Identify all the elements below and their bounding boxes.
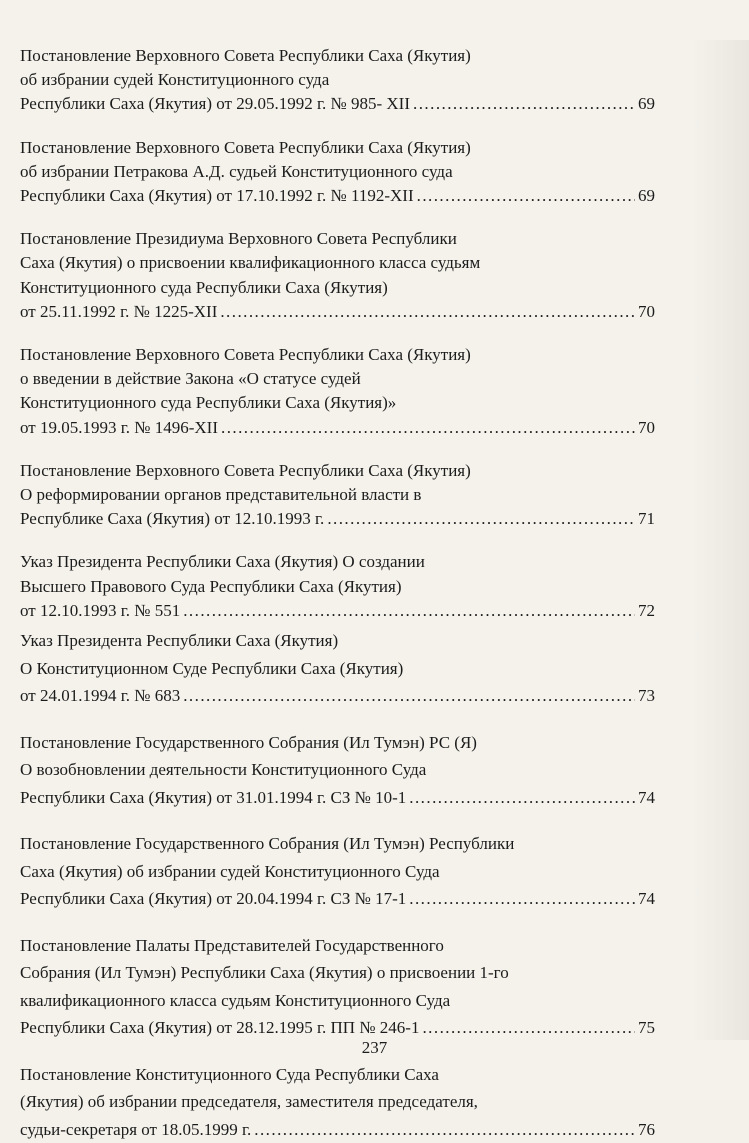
toc-line-last xyxy=(20,416,655,440)
toc-line: Конституционного суда Республики Саха (Якутия) xyxy=(20,277,388,297)
toc-line-text: Республике Саха (Якутия) от 12.10.1993 г. xyxy=(20,509,325,529)
toc-line: О Конституционном Суде Республики Саха (Якутия) xyxy=(20,658,404,678)
toc-line: Постановление Верховного Совета Республики Саха (Якутия) xyxy=(20,46,471,65)
toc-entry xyxy=(20,550,655,623)
toc-line: квалификационного класса судьям Конституционного Суда xyxy=(20,990,451,1010)
dot-leader xyxy=(254,1116,635,1143)
toc-page-ref: 71 xyxy=(638,509,655,529)
toc-line-text: от 12.10.1993 г. № 551 xyxy=(20,600,181,620)
dot-leader xyxy=(409,885,635,913)
toc-line: Постановление Конституционного Суда Республики Саха xyxy=(20,1064,439,1084)
toc-line-text: от 25.11.1992 г. № 1225-XII xyxy=(20,301,218,321)
dot-leader xyxy=(413,92,635,116)
toc-line-text: от 19.05.1993 г. № 1496-XII xyxy=(20,417,218,437)
toc-line: Постановление Верховного Совета Республики Саха (Якутия) xyxy=(20,345,471,365)
toc-entry xyxy=(20,729,655,812)
toc-page-ref: 76 xyxy=(638,1119,655,1139)
toc-line: Постановление Верховного Совета Республики Саха (Якутия) xyxy=(20,460,471,480)
toc-line: Постановление Президиума Верховного Совета Республики xyxy=(20,229,457,249)
toc-entry xyxy=(20,227,655,324)
toc-entry xyxy=(20,627,655,710)
toc-line: Указ Президента Республики Саха (Якутия) О создании xyxy=(20,552,425,572)
toc-line: о введении в действие Закона «О статусе судей xyxy=(20,369,361,389)
table-of-contents xyxy=(20,44,655,1143)
toc-line: Постановление Государственного Собрания (Ил Тумэн) РС (Я) xyxy=(20,732,477,752)
toc-entry xyxy=(20,44,655,117)
toc-line: (Якутия) об избрании председателя, заместителя председателя, xyxy=(20,1092,478,1112)
toc-line-text: от 24.01.1994 г. № 683 xyxy=(20,686,181,706)
toc-line-text: судьи-секретаря от 18.05.1999 г. xyxy=(20,1119,252,1139)
toc-page-ref: 69 xyxy=(638,186,655,206)
toc-line-last xyxy=(20,184,655,208)
toc-line: Саха (Якутия) об избрании судей Конституционного Суда xyxy=(20,861,440,881)
toc-line-last xyxy=(20,784,655,812)
toc-line-text: Республики Саха (Якутия) от 31.01.1994 г. СЗ № 10-1 xyxy=(20,787,407,807)
toc-line-text: Республики Саха (Якутия) от 28.12.1995 г. ПП № 246-1 xyxy=(20,1018,420,1038)
toc-entry xyxy=(20,459,655,532)
dot-leader xyxy=(417,184,635,208)
toc-line: Постановление Палаты Представителей Государственного xyxy=(20,935,444,955)
toc-page-ref: 70 xyxy=(638,301,655,321)
toc-line-text: Республики Саха (Якутия) от 17.10.1992 г. № 1192-XII xyxy=(20,186,414,206)
toc-line-last xyxy=(20,1116,655,1143)
toc-line: об избрании Петракова А.Д. судьей Конституционного суда xyxy=(20,161,453,181)
toc-page-ref: 69 xyxy=(638,94,655,114)
toc-line: Саха (Якутия) о присвоении квалификационного класса судьям xyxy=(20,253,481,273)
toc-line-text: Республики Саха (Якутия) от 29.05.1992 г. № 985- XII xyxy=(20,94,411,114)
toc-entry xyxy=(20,136,655,209)
toc-line-last xyxy=(20,599,655,623)
dot-leader xyxy=(409,784,635,812)
toc-line: об избрании судей Конституционного суда xyxy=(20,70,330,90)
toc-line-last xyxy=(20,507,655,531)
dot-leader xyxy=(327,507,635,531)
toc-line-last xyxy=(20,885,655,913)
toc-entry xyxy=(20,343,655,440)
toc-page-ref: 74 xyxy=(638,787,655,807)
toc-line: О реформировании органов представительной власти в xyxy=(20,485,422,505)
dot-leader xyxy=(220,300,635,324)
dot-leader xyxy=(221,416,635,440)
toc-line: Постановление Государственного Собрания (Ил Тумэн) Республики xyxy=(20,834,515,854)
toc-line: Указ Президента Республики Саха (Якутия) xyxy=(20,631,339,651)
toc-line-last xyxy=(20,92,655,116)
toc-line-text: Республики Саха (Якутия) от 20.04.1994 г. СЗ № 17-1 xyxy=(20,889,407,909)
toc-line: Постановление Верховного Совета Республики Саха (Якутия) xyxy=(20,137,471,157)
bleed-through-shadow xyxy=(691,40,749,1040)
toc-page-ref: 73 xyxy=(638,686,655,706)
dot-leader xyxy=(183,599,635,623)
toc-line-last xyxy=(20,682,655,710)
page-number: 237 xyxy=(361,1038,388,1057)
toc-entry xyxy=(20,1061,655,1143)
toc-page-ref: 70 xyxy=(638,417,655,437)
toc-line: Высшего Правового Суда Республики Саха (Якутия) xyxy=(20,576,402,596)
toc-page-ref: 72 xyxy=(638,600,655,620)
toc-line: Собрания (Ил Тумэн) Республики Саха (Якутия) о присвоении 1-го xyxy=(20,963,509,983)
toc-entry xyxy=(20,932,655,1042)
toc-line: О возобновлении деятельности Конституционного Суда xyxy=(20,760,427,780)
toc-page-ref: 75 xyxy=(638,1018,655,1038)
toc-page-ref: 74 xyxy=(638,889,655,909)
toc-entry xyxy=(20,830,655,913)
toc-line: Конституционного суда Республики Саха (Якутия)» xyxy=(20,393,397,413)
toc-line-last xyxy=(20,300,655,324)
dot-leader xyxy=(183,682,635,710)
